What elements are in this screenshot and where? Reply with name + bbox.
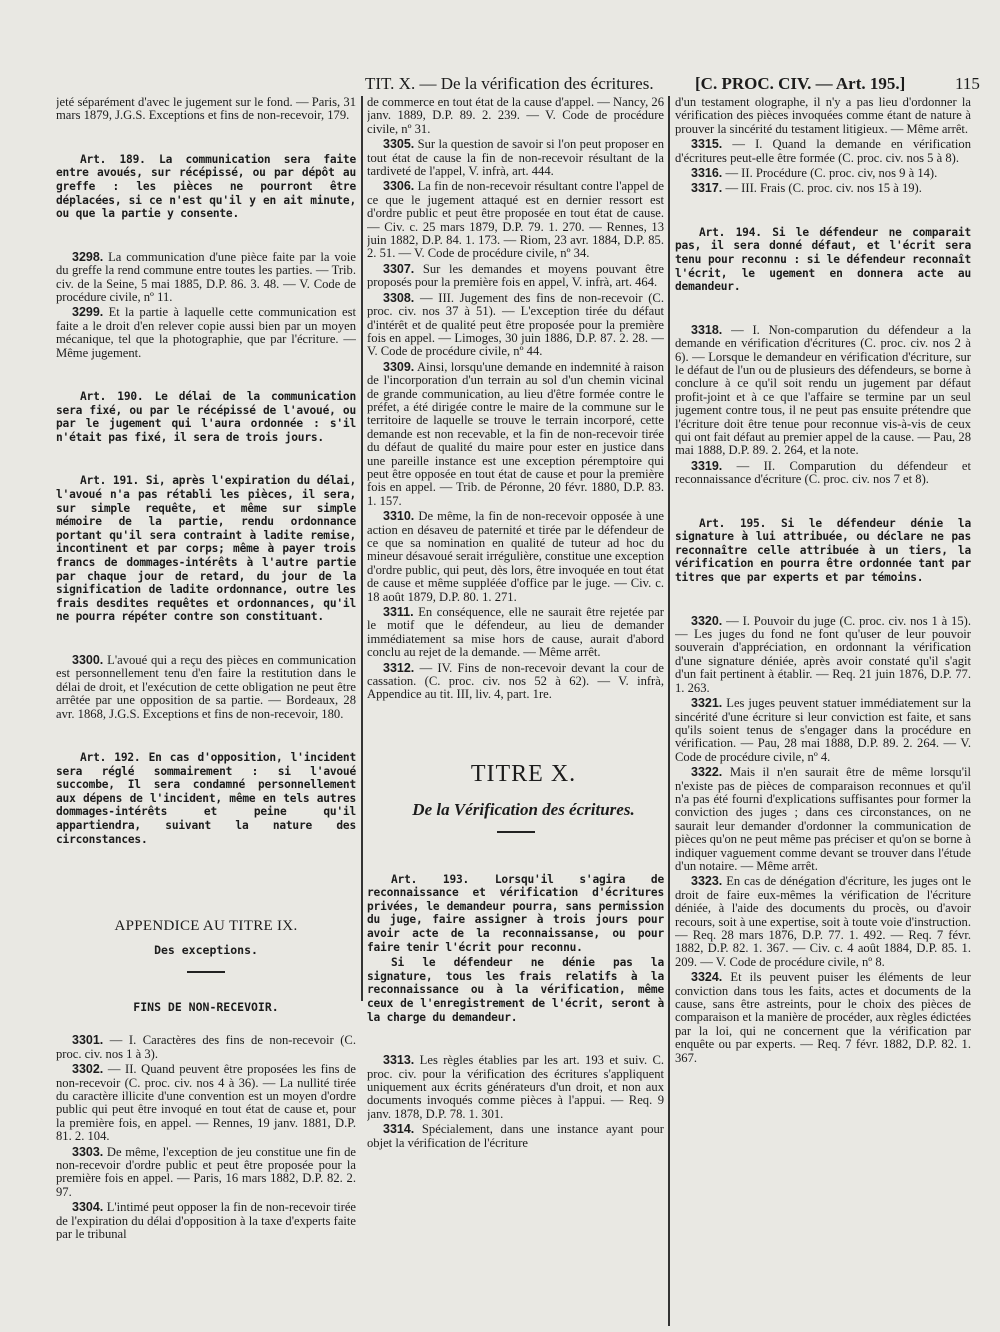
- note-text: — I. Quand la demande en vérification d'écritures peut-elle être formée (C. proc. civ. nos 5 à 8).: [675, 137, 971, 165]
- note-text: — III. Frais (C. proc. civ. nos 15 à 19).: [725, 181, 922, 196]
- note-text: L'intimé peut opposer la fin de non-recevoir tirée de l'expiration du délai d'opposition à la taxe d'experts faite par le tribunal: [56, 1200, 356, 1242]
- note-number: 3315.: [691, 137, 723, 152]
- appendix-subtitle: Des exceptions.: [154, 942, 258, 957]
- note-text: Les règles établies par les art. 193 et suiv. C. proc. civ. pour la vérification des écritures s'appliquent uniquement aux écrits générateurs d'un droit, et non aux documents invoqués comme pièces à l'appui. — Req. 9 janv. 1878, D.P. 78. 1. 301.: [367, 1053, 664, 1121]
- column-left: [56, 96, 356, 1332]
- note-text: Ainsi, lorsqu'une demande en indemnité à raison de l'incorporation d'un terrain au sol d'un chemin vicinal de grande communication, au lieu d'être formée contre le préfet, a été dirigée contre le maire de la commune sur le territoire de laquelle se trouve le terrain incorporé, cette demande est non recevable, et la fin de non-recevoir tirée du défaut de qualité du maire pour ester en justice dans une pareille instance est une exception péremptoire qui peut être opposée en tout état de cause et pour la première fois en appel. — Trib. de Péronne, 20 févr. 1880, D.P. 83. 1. 157.: [367, 359, 664, 508]
- note-3298: [56, 251, 356, 305]
- note-number: 3300.: [72, 652, 104, 667]
- running-title: TIT. X. — De la vérification des écritures.: [365, 74, 654, 93]
- note-3310: [367, 510, 664, 604]
- column-right: [675, 96, 971, 1332]
- note-number: 3318.: [691, 322, 723, 337]
- note-text: Et ils peuvent puiser les éléments de leur conviction dans tous les faits, actes et documents de la cause, sans être astreints, pour le choix des pièces de comparaison et la manière de procéder, aux règles édictées par la loi, qui ne concernent que la vérification par enquête ou par experts. — Req. 7 févr. 1882, D.P. 82. 1. 367.: [675, 970, 971, 1065]
- note-3306: [367, 180, 664, 260]
- note-3309: [367, 361, 664, 508]
- note-3319: [675, 460, 971, 487]
- note-text: La communication d'une pièce faite par la voie du greffe la rend commune entre toutes les parties. — Trib. civ. de la Seine, 5 mai 1885, D.P. 86. 3. 48. — V. Code de procédure civile, nº 11.: [56, 249, 356, 304]
- note-number: 3308.: [383, 290, 415, 305]
- section-heading: FINS DE NON-RECEVOIR.: [133, 999, 279, 1014]
- article-189: Art. 189. La communication sera faite entre avoués, sur récépissé, ou par dépôt au greffe : les pièces ne pourront être déplacées, si ce n'est qu'il y en ait minute, ou que la partie y consente.: [56, 152, 356, 221]
- article-194: Art. 194. Si le défendeur ne comparait pas, il sera donné défaut, et l'écrit sera tenu pour reconnu : si le défendeur reconnaît l'écrit, le ugement en donnera acte au demandeur.: [675, 225, 971, 294]
- note-text: Sur la question de savoir si l'on peut proposer en tout état de cause la fin de non-recevoir résultant de la tardiveté de l'appel, V. infrà, art. 444.: [367, 137, 664, 179]
- note-number: 3324.: [691, 970, 723, 985]
- note-number: 3307.: [383, 261, 415, 276]
- note-3314: [367, 1123, 664, 1150]
- note-number: 3322.: [691, 765, 723, 780]
- note-3313: [367, 1054, 664, 1121]
- note-3320: [675, 615, 971, 695]
- paragraph: d'un testament olographe, il n'y a pas lieu d'ordonner la vérification des pièces invoquées comme étant de nature à prouver la sincérité du testament litigieux. — Même arrêt.: [675, 96, 971, 136]
- note-text: Et la partie à laquelle cette communication est faite a le droit d'en relever copie aussi bien par un moyen mécanique, tel que la photographie, que par l'écriture. — Même jugement.: [56, 305, 356, 360]
- title-subheading: De la Vérification des écritures.: [412, 800, 635, 820]
- note-text: La fin de non-recevoir résultant contre l'appel de ce que le jugement attaqué est en dernier ressort est d'ordre public et peut être proposée en tout état de cause. — Civ. c. 25 mars 1879, D.P. 79. 1. 270. — Rennes, 13 juin 1882, D.P. 84. 1. 173. — Riom, 23 avr. 1884, D.P. 85. 2. 51. — V. Code de procédure civile, nº 34.: [367, 179, 664, 261]
- note-text: — III. Jugement des fins de non-recevoir (C. proc. civ. nos 37 à 51). — L'exception tirée du défaut d'intérêt et de qualité peut être proposée pour la première fois en appel. — Limoges, 30 juin 1886, D.P. 87. 2. 28. — V. Code de procédure civile, nº 44.: [367, 290, 664, 359]
- note-number: 3301.: [72, 1033, 104, 1048]
- note-number: 3320.: [691, 613, 723, 628]
- note-text: — IV. Fins de non-recevoir devant la cour de cassation. (C. proc. civ. nos 52 à 62). — V. infrà, Appendice au tit. III, liv. 4, part. 1re.: [367, 660, 664, 702]
- note-number: 3298.: [72, 249, 104, 264]
- note-3318: [675, 324, 971, 458]
- note-3324: [675, 971, 971, 1065]
- note-number: 3314.: [383, 1122, 415, 1137]
- note-number: 3313.: [383, 1053, 415, 1068]
- note-number: 3303.: [72, 1144, 104, 1159]
- article-190: Art. 190. Le délai de la communication sera fixé, ou par le récépissé de l'avoué, ou par le jugement qui l'aura ordonnée : s'il n'était pas fixé, il sera de trois jours.: [56, 390, 356, 444]
- note-3322: [675, 766, 971, 873]
- note-3304: [56, 1201, 356, 1241]
- paragraph: de commerce en tout état de la cause d'appel. — Nancy, 26 janv. 1889, D.P. 89. 2. 239. — V. Code de procédure civile, nº 31.: [367, 96, 664, 136]
- note-3321: [675, 697, 971, 764]
- note-text: En cas de dénégation d'écriture, les juges ont le droit de faire eux-mêmes la vérification de l'écriture déniée, à l'aide des documents du procès, ou d'avoir recours, soit à une expertise, soit à toute voie d'instruction. — Req. 28 mars 1876, D.P. 77. 1. 492. — Req. 7 févr. 1882, D.P. 82. 1. 367. — Civ. c. 4 août 1884, D.P. 85. 1. 209. — V. Code de procédure civile, nº 8.: [675, 874, 971, 969]
- note-text: Les juges peuvent statuer immédiatement sur la sincérité d'une écriture si leur conviction est faite, et sans qu'ils soient tenus de s'engager dans la procédure en vérification. — Pau, 28 mai 1888, D.P. 89. 2. 264. — V. Code de procédure civile, nº 4.: [675, 696, 971, 764]
- note-number: 3306.: [383, 179, 415, 194]
- note-number: 3316.: [691, 166, 723, 181]
- note-text: En conséquence, elle ne saurait être rejetée par le motif que le défendeur, au lieu de demander immédiatement sa mise hors de cause, aurait d'abord conclu au rejet de la demande. — Même arrêt.: [367, 605, 664, 660]
- note-text: — II. Quand peuvent être proposées les fins de non-recevoir (C. proc. civ. nos 4 à 36). — La nullité tirée du caractère illicite d'une convention est un moyen d'ordre public qui peut être invoqué en tout état de cause et, pour la première fois, en appel. — Rennes, 19 janv. 1881, D.P. 81. 2. 104.: [56, 1062, 356, 1144]
- note-3303: [56, 1146, 356, 1200]
- note-text: Sur les demandes et moyens pouvant être proposés pour la première fois en appel, V. infrà, art. 464.: [367, 261, 664, 290]
- note-number: 3311.: [383, 605, 414, 620]
- note-3312: [367, 662, 664, 702]
- note-text: Mais il n'en saurait être de même lorsqu'il n'existe pas de pièces de comparaison reconnues et qu'il n'a pas été fourni d'explications suffisantes pour former la conviction des juges ; dans ces circonstances, on ne saurait leur demander d'ordonner la communication de pièces qu'on ne peut même pas préciser et qu'on se borne à indiquer vaguement comme devant se trouver dans l'étude d'un notaire. — Même arrêt.: [675, 765, 971, 873]
- note-3300: [56, 654, 356, 721]
- note-text: Spécialement, dans une instance ayant pour objet la vérification de l'écriture: [367, 1122, 664, 1150]
- column-middle: [367, 96, 664, 1332]
- note-3311: [367, 606, 664, 660]
- note-text: — I. Pouvoir du juge (C. proc. civ. nos 1 à 15). — Les juges du fond ne font qu'user de leur pouvoir souverain d'appréciation, en ordonnant la vérification d'une signature déniée, après avoir constaté qu'il s'agit d'un fait pertinent à établir. — Req. 21 juin 1876, D.P. 77. 1. 263.: [675, 613, 971, 695]
- note-3305: [367, 138, 664, 178]
- appendix-title: APPENDICE AU TITRE IX.: [114, 918, 298, 935]
- note-3301: [56, 1034, 356, 1061]
- title-heading: TITRE X.: [470, 760, 577, 787]
- note-text: — II. Comparution du défendeur et reconnaissance d'écriture (C. proc. civ. nos 7 et 8).: [675, 458, 971, 487]
- note-number: 3323.: [691, 874, 723, 889]
- note-3307: [367, 263, 664, 290]
- code-reference: [C. PROC. CIV. — Art. 195.]: [695, 74, 906, 93]
- column-divider: [668, 96, 670, 1326]
- note-text: De même, la fin de non-recevoir opposée à une action en désaveu de paternité et tirée par le défendeur de ce que sa nomination en qualité de tuteur ad hoc du mineur désavoué serait irrégulière, constitue une exception d'ordre public, qui peut, dès lors, être invoquée en tout état de cause et même suppléée d'office par le juge. — Civ. c. 18 août 1879, D.P. 80. 1. 271.: [367, 509, 664, 604]
- column-divider: [361, 96, 363, 1001]
- note-number: 3309.: [383, 359, 415, 374]
- article-193-paragraph: Si le défendeur ne dénie pas la signature, tous les frais relatifs à la reconnaissance ou à la vérification, même ceux de l'enregistrement de l'écrit, seront à la charge du demandeur.: [367, 956, 664, 1024]
- note-number: 3299.: [72, 305, 104, 320]
- article-192: Art. 192. En cas d'opposition, l'incident sera réglé sommairement : si l'avoué succombe, Il sera condamné personnellement aux dépens de l'incident, même en tels autres dommages-intérêts et peine qu'il appartiendra, suivant la nature des circonstances.: [56, 750, 356, 846]
- note-text: De même, l'exception de jeu constitue une fin de non-recevoir d'ordre public et peut être proposée pour la première fois en appel. — Paris, 16 mars 1882, D.P. 82. 2. 97.: [56, 1144, 356, 1199]
- note-3299: [56, 306, 356, 360]
- note-3316: [675, 167, 971, 180]
- note-number: 3305.: [383, 137, 415, 152]
- article-193: Art. 193. Lorsqu'il s'agira de reconnaissance et vérification d'écritures privées, le demandeur pourra, sans permission du juge, faire assigner à trois jours pour avoir acte de la reconnaissanse, ou pour faire tenir l'écrit pour reconnu.: [367, 872, 664, 954]
- note-3315: [675, 138, 971, 165]
- note-number: 3321.: [691, 696, 723, 711]
- note-number: 3310.: [383, 509, 415, 524]
- note-number: 3304.: [72, 1200, 104, 1215]
- note-number: 3312.: [383, 660, 415, 675]
- note-number: 3319.: [691, 458, 723, 473]
- note-3308: [367, 292, 664, 359]
- note-text: — I. Caractères des fins de non-recevoir (C. proc. civ. nos 1 à 3).: [56, 1033, 356, 1061]
- article-195: Art. 195. Si le défendeur dénie la signature à lui attribuée, ou déclare ne pas reconnaître celle attribuée à un tiers, la vérification en pourra être ordonnée tant par titres que par experts et par témoins.: [675, 516, 971, 585]
- note-number: 3302.: [72, 1062, 104, 1077]
- note-3323: [675, 875, 971, 969]
- paragraph: jeté séparément d'avec le jugement sur le fond. — Paris, 31 mars 1879, J.G.S. Exceptions et fins de non-recevoir, 179.: [56, 96, 356, 123]
- note-text: — II. Procédure (C. proc. civ, nos 9 à 14).: [725, 166, 938, 181]
- note-number: 3317.: [691, 181, 723, 196]
- note-text: L'avoué qui a reçu des pièces en communication est personnellement tenu d'en faire la restitution dans le délai de droit, et l'exécution de cette obligation ne peut être arrêtée par une opposition de sa partie. — Bordeaux, 28 avr. 1868, J.G.S. Exceptions et fins de non-recevoir, 180.: [56, 652, 356, 721]
- article-191: Art. 191. Si, après l'expiration du délai, l'avoué n'a pas rétabli les pièces, il sera, sur simple requête, et même sur simple mémoire de la partie, rendu ordonnance portant qu'il sera contraint à ladite remise, incontinent et par corps; même à payer trois francs de dommages-intérêts à l'autre partie par chaque jour de retard, du jour de la signification de ladite ordonnance, outre les frais desdites requêtes et ordonnances, qu'il ne pourra répéter contre son constituant.: [56, 474, 356, 624]
- page-number: 115: [955, 74, 980, 93]
- note-3302: [56, 1063, 356, 1143]
- note-3317: [675, 182, 971, 195]
- note-text: — I. Non-comparution du défendeur a la demande en vérification d'écritures (C. proc. civ. nos 2 à 6). — Lorsque le demandeur en vérification d'écriture, sur le défaut de l'un ou de plusieurs des défendeurs, se borne à conclure à ce qu'il soit rendu un jugement par défaut profit-joint et à ce que l'affaire se termine par un seul jugement contre tous, il ne peut pas ensuite prétendre que l'écriture doit être tenue pour reconnue vis-à-vis de ceux qui ont fait défaut au premier appel de la cause. — Pau, 28 mai 1888, D.P. 89. 2. 264, et la note.: [675, 322, 971, 458]
